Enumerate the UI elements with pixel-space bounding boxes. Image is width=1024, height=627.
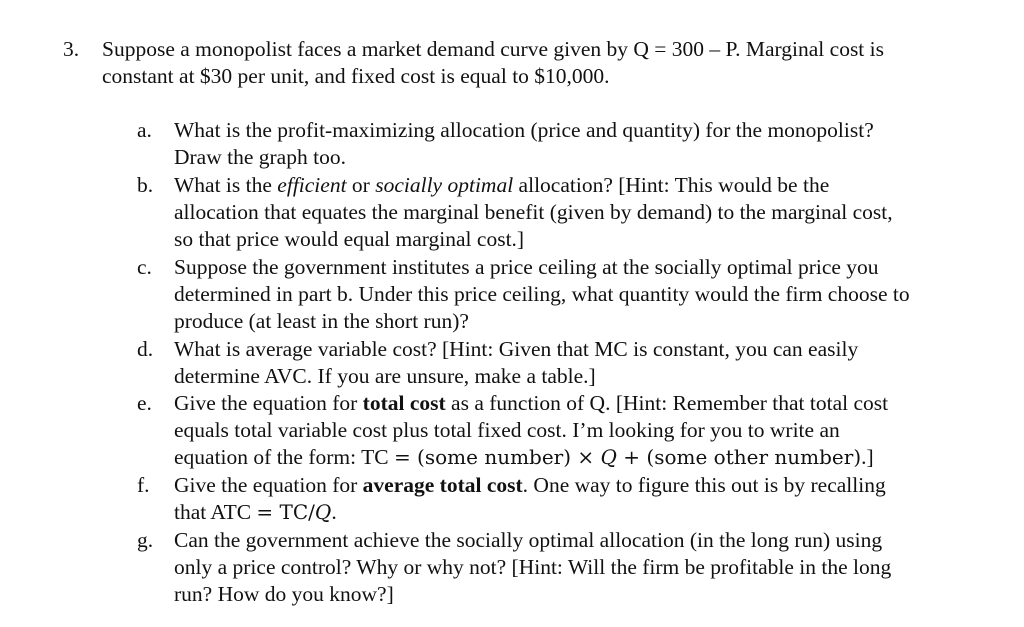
part-e-text: equation of the form: TC [174,445,394,469]
part-e-math-q: Q [600,445,617,469]
part-f-text: that ATC [174,500,257,524]
part-f-marker: f. [137,473,150,497]
part-b-line-2: allocation that equates the marginal benefit (given by demand) to the marginal cost, [174,200,893,224]
part-d-marker: d. [137,337,154,361]
part-b-emphasis-efficient: efficient [277,173,347,197]
part-e-line-3 [174,444,874,471]
part-g-line-3: run? How do you know?] [174,582,394,606]
part-d-line-1: What is average variable cost? [Hint: Given that MC is constant, you can easily [174,337,859,361]
part-e-math-plus: + (some other number) [616,445,862,469]
question-number: 3. [63,37,80,61]
part-b-text: or [346,173,376,197]
part-g-line-1: Can the government achieve the socially optimal allocation (in the long run) using [174,528,883,552]
part-e-marker: e. [137,391,152,415]
part-f-math-q: Q [314,500,332,524]
part-e-text: .] [861,445,874,469]
part-f-math-equals: = TC/ [256,500,315,524]
part-b-emphasis-socially-optimal: socially optimal [375,173,514,197]
part-c-line-2: determined in part b. Under this price ceiling, what quantity would the firm choose to [174,282,910,306]
part-g-marker: g. [137,528,154,552]
part-a-line-2: Draw the graph too. [174,145,346,169]
part-b-line-3: so that price would equal marginal cost.] [174,227,525,251]
part-e-text: Give the equation for [174,391,363,415]
part-f-line-1 [174,472,886,499]
question-intro-line-1: Suppose a monopolist faces a market demand curve given by Q = 300 – P. Marginal cost is [102,37,884,61]
part-e-line-1 [174,390,888,417]
part-e-text: as a function of Q. [Hint: Remember that total cost [445,391,889,415]
part-f-text: . [331,500,337,524]
part-f-text: . One way to figure this out is by recalling [522,473,886,497]
part-e-math-equals: = (some number) × [393,445,601,469]
part-c-marker: c. [137,255,152,279]
question-intro-line-2: constant at $30 per unit, and fixed cost is equal to $10,000. [102,64,610,88]
part-b-marker: b. [137,173,154,197]
part-c-line-3: produce (at least in the short run)? [174,309,469,333]
part-f-line-2 [174,499,337,526]
part-f-text: Give the equation for [174,473,363,497]
part-d-line-2: determine AVC. If you are unsure, make a table.] [174,364,596,388]
part-f-bold-average-total-cost: average total cost [362,473,523,497]
part-g-line-2: only a price control? Why or why not? [Hint: Will the firm be profitable in the long [174,555,892,579]
part-a-marker: a. [137,118,152,142]
part-b-line-1 [174,172,829,199]
part-e-line-2: equals total variable cost plus total fixed cost. I’m looking for you to write an [174,418,840,442]
part-e-bold-total-cost: total cost [362,391,446,415]
part-c-line-1: Suppose the government institutes a price ceiling at the socially optimal price you [174,255,879,279]
part-a-line-1: What is the profit-maximizing allocation (price and quantity) for the monopolist? [174,118,874,142]
part-b-text: allocation? [Hint: This would be the [513,173,830,197]
part-b-text: What is the [174,173,278,197]
